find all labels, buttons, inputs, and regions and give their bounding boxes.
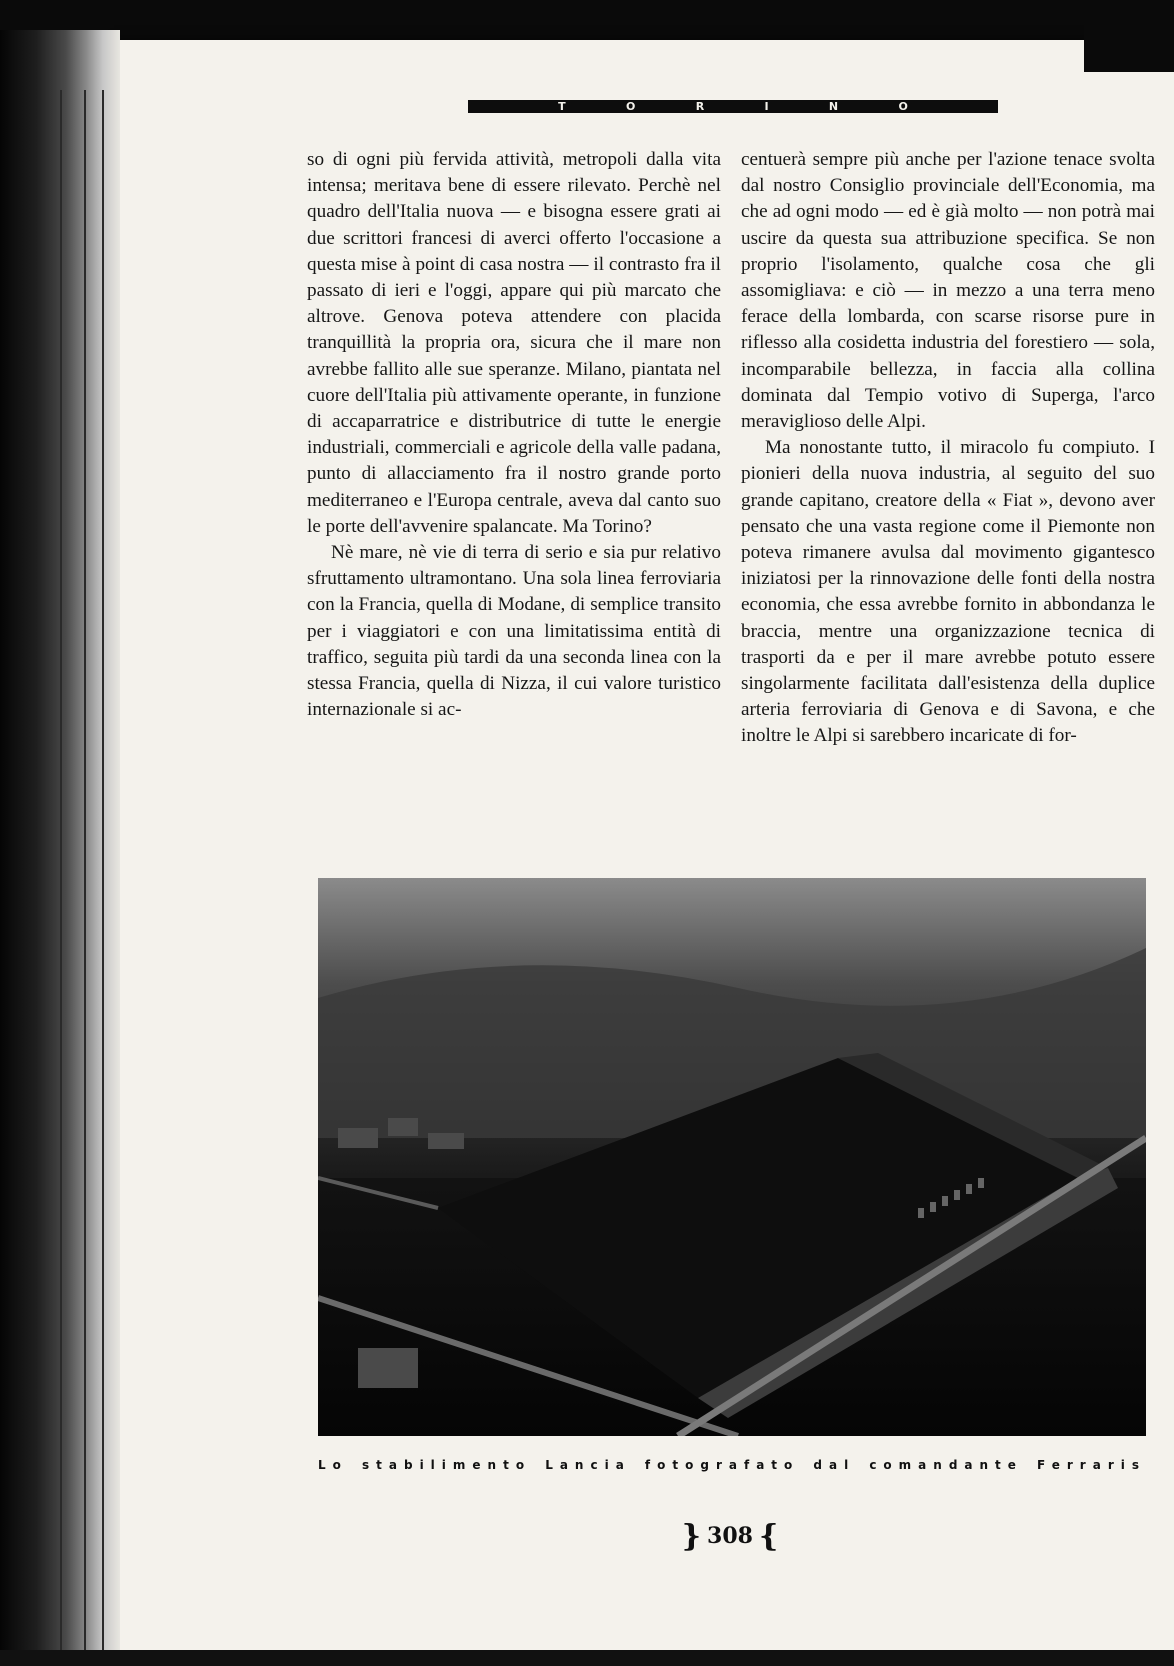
photo-caption [318, 1454, 1146, 1476]
header-letter: I [764, 100, 769, 113]
page-number [680, 1516, 780, 1556]
right-brace-ornament: { [758, 1518, 779, 1554]
text-column-left [307, 147, 721, 723]
page-number-value: 308 [707, 1523, 753, 1549]
caption-word: Ferraris [1037, 1458, 1146, 1472]
caption-word: stabilimento [362, 1458, 532, 1472]
caption-word: dal [813, 1458, 856, 1472]
left-brace-ornament: } [681, 1518, 702, 1554]
header-letter: N [828, 100, 839, 113]
header-letter: R [695, 100, 705, 113]
paragraph: centuerà sempre più anche per l'azione tenace svolta dal nostro Consiglio provinciale dell'Economia, ma che ad ogni modo — ed è già molto — non potrà mai uscire da questa sua attribuzione specifica. Se non proprio l'isolamento, qualche cosa che gli assomigliava: e ciò — in mezzo a una terra meno ferace della lombarda, con scarse risorse pure in riflesso alla cosidetta industria del forestiero — sola, incomparabile bellezza, in faccia alla collina dominata dal Tempio votivo di Superga, l'arco meraviglioso delle Alpi. [741, 149, 1155, 433]
factory-aerial-photo [318, 878, 1146, 1436]
running-header [468, 100, 998, 113]
caption-word: Lancia [545, 1458, 631, 1472]
scan-bottom-border [0, 1650, 1174, 1666]
text-column-right [741, 147, 1155, 750]
paragraph: Nè mare, nè vie di terra di serio e sia pur relativo sfruttamento ultramontano. Una sola linea ferroviaria con la Francia, quella di Modane, di semplice transito per i viaggiatori e con una limitatissima entità di traffico, seguita più tardi da una seconda linea con la stessa Francia, quella di Nizza, il cui valore turistico internazionale si ac- [307, 542, 721, 721]
header-letter: O [898, 100, 908, 113]
binding-edge-line [84, 90, 86, 1650]
scan-corner [1084, 0, 1174, 72]
book-binding [0, 30, 120, 1666]
caption-word: fotografato [644, 1458, 800, 1472]
paragraph: Ma nonostante tutto, il miracolo fu compiuto. I pionieri della nuova industria, al seguito del suo grande capitano, creatore della « Fiat », devono aver pensato che una vasta regione come il Piemonte non poteva rimanere avulsa dal movimento gigantesco iniziatosi per la rinnovazione delle fonti della nostra economia, che essa avrebbe fornito in abbondanza le braccia, mentre una organizzazione tecnica di trasporti da e per il mare avrebbe potuto essere singolarmente facilitata dall'esistenza della duplice arteria ferroviaria di Genova e di Savona, e che inoltre le Alpi si sarebbero incaricate di for- [741, 437, 1155, 747]
header-letter: T [558, 100, 566, 113]
caption-word: Lo [318, 1458, 348, 1472]
binding-edge-line [60, 90, 62, 1650]
binding-edge-line [102, 90, 104, 1650]
caption-word: comandante [869, 1458, 1023, 1472]
paragraph: so di ogni più fervida attività, metropoli dalla vita intensa; meritava bene di essere rilevato. Perchè nel quadro dell'Italia nuova — e bisogna essere grati ai due scrittori francesi di averci offerto l'occasione a questa mise à point di casa nostra — il contrasto fra il passato di ieri e l'oggi, appare qui più marcato che altrove. Genova poteva attendere con placida tranquillità la propria ora, sicura che il mare non avrebbe fallito alle sue speranze. Milano, piantata nel cuore dell'Italia più attivamente operante, in funzione di accaparratrice e distributrice di tutte le energie industriali, commerciali e agricole della valle padana, punto di allacciamento fra il nostro grande porto mediterraneo e l'Europa centrale, aveva dal canto suo le porte dell'avvenire spalancate. Ma Torino? [307, 149, 721, 537]
header-letter: O [626, 100, 636, 113]
